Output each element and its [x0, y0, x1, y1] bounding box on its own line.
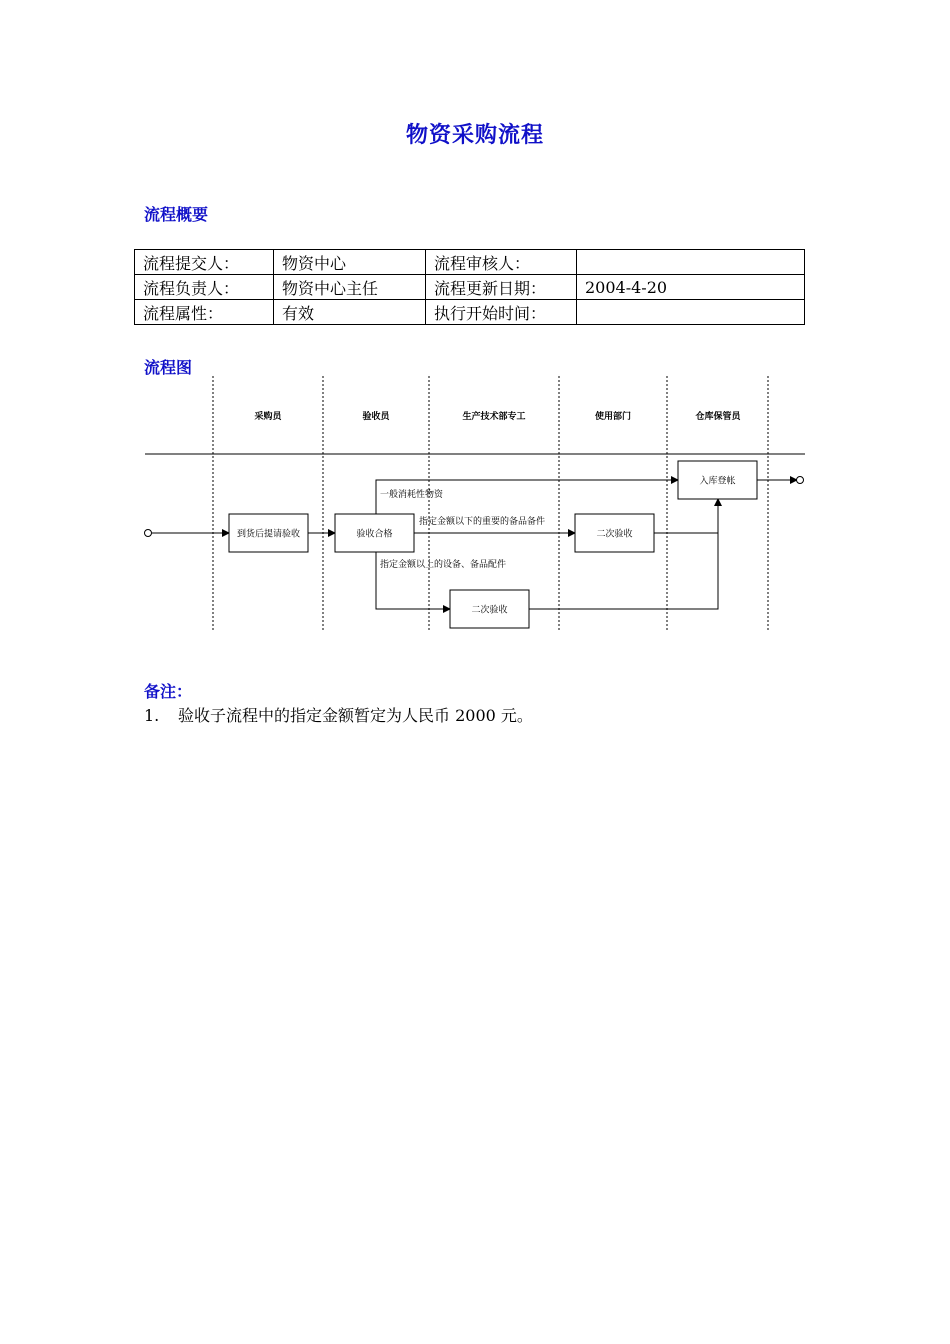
- overview-table: [134, 249, 805, 325]
- table-row: [135, 300, 805, 325]
- box-label: 二次验收: [471, 605, 508, 616]
- table-row: [135, 250, 805, 275]
- table-cell: 2004-4-20: [577, 275, 805, 300]
- notes-heading: 备注：: [144, 682, 193, 701]
- table-cell: [577, 300, 805, 325]
- edge-label: 一般消耗性物资: [380, 490, 444, 500]
- note-item: [144, 703, 533, 726]
- table-cell: 流程提交人：: [135, 250, 274, 275]
- lane-header: 生产技术部专工: [462, 412, 526, 422]
- process-flowchart: [140, 376, 810, 634]
- table-cell: 有效: [274, 300, 426, 325]
- table-row: [135, 275, 805, 300]
- table-cell: [577, 250, 805, 275]
- end-node: [797, 477, 804, 484]
- lane-header: 验收员: [362, 412, 390, 422]
- lane-header: 使用部门: [594, 412, 632, 422]
- edge-label: 指定金额以下的重要的备品备件: [419, 517, 546, 527]
- box-label: 验收合格: [356, 529, 393, 540]
- box-label: 二次验收: [596, 529, 633, 540]
- document-title: 物资采购流程: [405, 123, 544, 148]
- table-cell: 流程属性：: [135, 300, 274, 325]
- edge-label: 指定金额以上的设备、备品配件: [380, 560, 507, 570]
- lane-header: 采购员: [254, 412, 282, 422]
- lane-header: 仓库保管员: [695, 412, 741, 422]
- table-cell: 流程负责人：: [135, 275, 274, 300]
- table-cell: 执行开始时间：: [426, 300, 577, 325]
- note-text: 验收子流程中的指定金额暂定为人民币 2000 元。: [178, 706, 533, 725]
- flowchart-heading: 流程图: [144, 358, 193, 377]
- box-label: 入库登帐: [699, 476, 736, 487]
- table-cell: 物资中心主任: [274, 275, 426, 300]
- overview-heading: 流程概要: [144, 205, 209, 224]
- connector: [654, 499, 718, 533]
- table-cell: 物资中心: [274, 250, 426, 275]
- start-node: [145, 530, 152, 537]
- table-cell: 流程审核人：: [426, 250, 577, 275]
- box-label: 到货后提请验收: [236, 529, 301, 540]
- note-number: 1.: [144, 706, 160, 725]
- table-cell: 流程更新日期：: [426, 275, 577, 300]
